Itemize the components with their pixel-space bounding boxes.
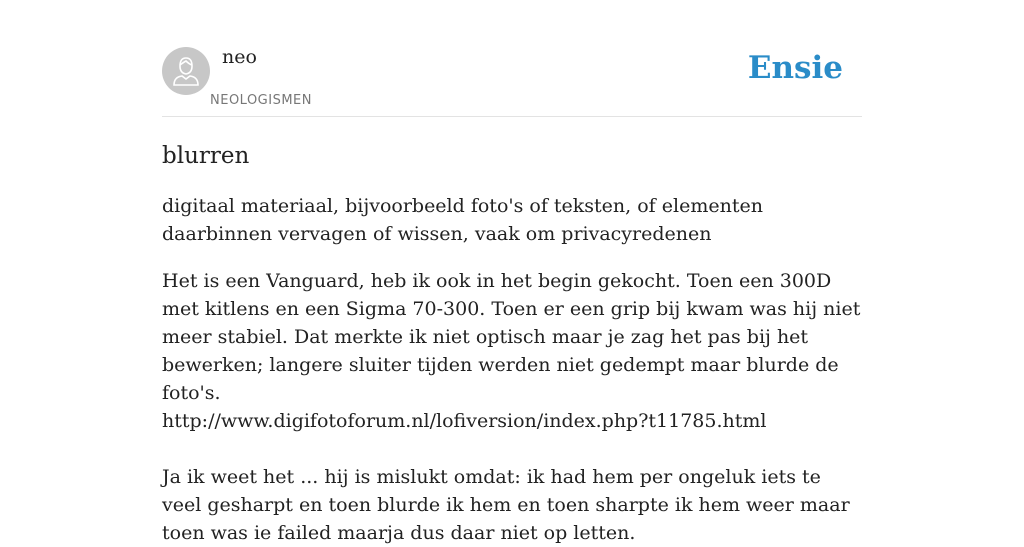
user-icon	[162, 47, 210, 95]
page	[162, 0, 862, 547]
term-title: blurren	[162, 143, 250, 169]
category-link[interactable]: NEOLOGISMEN	[210, 93, 312, 108]
avatar[interactable]	[162, 47, 210, 95]
header	[162, 0, 862, 117]
username-link[interactable]: neo	[222, 46, 257, 68]
example-paragraph: Het is een Vanguard, heb ik ook in het begin gekocht. Toen een 300D met kitlens en een Sigma 70-300. Toen er een grip bij kwam was hij niet meer stabiel. Dat merkte ik niet optisch maar je zag het pas bij het bewerken; langere sluiter tijden werden niet gedempt maar blurde de foto's.	[162, 270, 861, 404]
example-block	[162, 267, 862, 547]
brand-logo[interactable]: Ensie	[747, 50, 843, 86]
definition-text: digitaal materiaal, bijvoorbeeld foto's of teksten, of elementen daarbinnen vervagen of wissen, vaak om privacyredenen	[162, 195, 763, 245]
example-paragraph: Ja ik weet het ... hij is mislukt omdat: ik had hem per ongeluk iets te veel gesharpt en toen blurde ik hem en toen sharpte ik hem weer maar toen was ie failed maarja dus daar niet op letten.	[162, 466, 850, 544]
example-source-link: http://www.digifotoforum.nl/lofiversion/index.php?t11785.html	[162, 410, 767, 432]
